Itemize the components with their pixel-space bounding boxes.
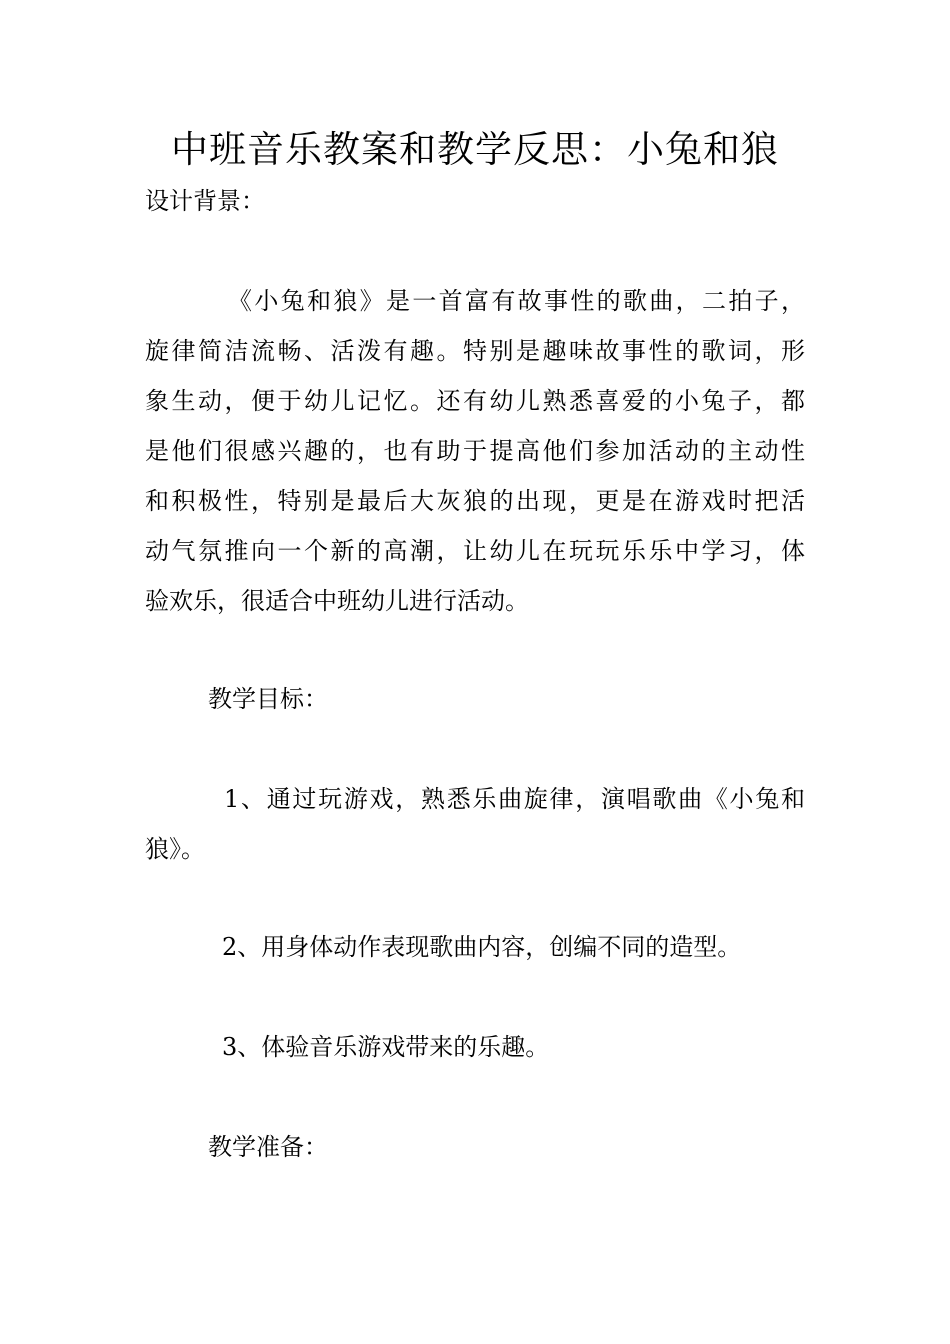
document-title: 中班音乐教案和教学反思：小兔和狼 bbox=[171, 128, 779, 171]
background-paragraph-line: 《小兔和狼》是一首富有故事性的歌曲，二拍子， bbox=[228, 287, 805, 315]
background-paragraph-line: 象生动，便于幼儿记忆。还有幼儿熟悉喜爱的小兔子，都 bbox=[145, 387, 805, 415]
preparation-heading: 教学准备： bbox=[208, 1133, 328, 1161]
goal-1-line: 1、通过玩游戏，熟悉乐曲旋律，演唱歌曲《小兔和 bbox=[224, 785, 805, 813]
background-paragraph-line: 是他们很感兴趣的，也有助于提高他们参加活动的主动性 bbox=[145, 437, 805, 465]
goal-2: 2、用身体动作表现歌曲内容，创编不同的造型。 bbox=[222, 933, 742, 961]
background-paragraph-line: 和积极性，特别是最后大灰狼的出现，更是在游戏时把活 bbox=[145, 487, 805, 515]
background-paragraph-line: 旋律简洁流畅、活泼有趣。特别是趣味故事性的歌词，形 bbox=[145, 337, 805, 365]
goal-1-line: 狼》。 bbox=[145, 835, 205, 863]
goal-3: 3、体验音乐游戏带来的乐趣。 bbox=[222, 1033, 550, 1061]
goals-heading: 教学目标： bbox=[208, 685, 328, 713]
background-heading: 设计背景： bbox=[145, 187, 265, 215]
background-paragraph-line: 动气氛推向一个新的高潮，让幼儿在玩玩乐乐中学习，体 bbox=[145, 537, 805, 565]
background-paragraph-line: 验欢乐，很适合中班幼儿进行活动。 bbox=[145, 587, 529, 615]
